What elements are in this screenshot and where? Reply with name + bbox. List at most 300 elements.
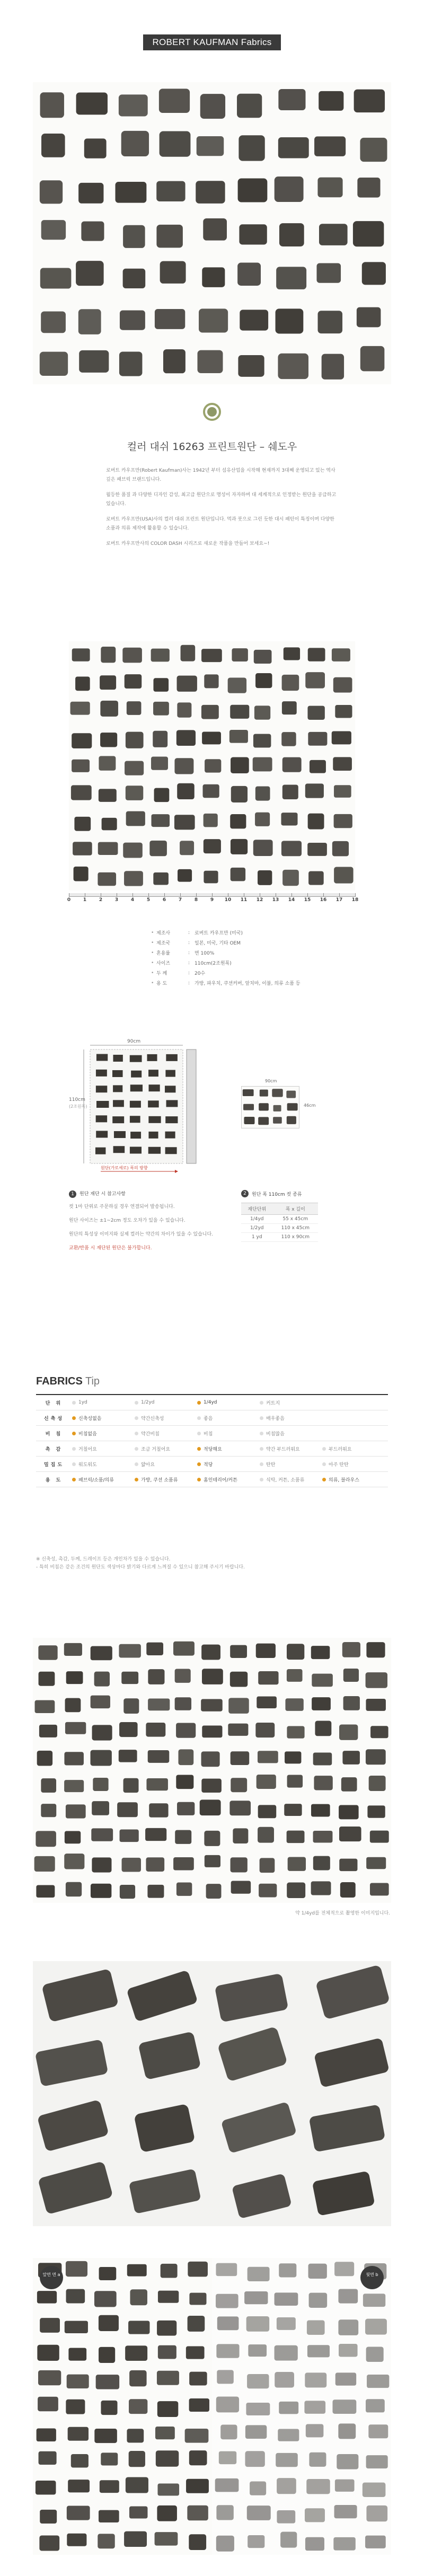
brush-dash [64,1854,84,1869]
dash-pattern-icon [212,2258,391,2555]
brush-dash [41,220,66,240]
brush-dash-shape [175,1669,191,1682]
brush-dash [233,1828,248,1843]
ruler-number: 0 [67,897,71,903]
brush-dash-shape [272,1089,282,1097]
tip-option-label: 가방, 쿠션 소품류 [141,1477,178,1483]
brush-dash [240,310,268,330]
tip-option [197,1445,260,1452]
brush-dash [340,1882,356,1898]
bullet-icon: • [151,980,154,986]
brush-dash-shape [128,2321,149,2334]
brush-dash-shape [163,349,186,373]
brush-dash-shape [258,1751,278,1763]
brush-dash [100,675,116,690]
brush-dash [250,2482,266,2495]
selected-dot-icon [197,1401,201,1405]
ruler-number: 17 [335,897,343,903]
brush-dash-shape [257,1775,276,1789]
brush-dash-shape [129,2507,147,2519]
brush-dash-shape [306,2479,330,2494]
brush-dash-shape [40,92,64,118]
brush-dash-shape [123,269,146,288]
brush-dash-shape [34,1856,55,1872]
brush-dash [156,181,185,201]
brush-dash-shape [93,1778,108,1791]
brush-dash-shape [146,1857,164,1872]
brush-dash-shape [256,1644,276,1658]
brush-dash-shape [309,2104,386,2152]
brush-dash [277,2510,295,2524]
brush-dash-shape [244,1117,254,1124]
brush-dash [153,872,169,885]
brush-dash [39,1672,55,1686]
brush-dash [276,2453,298,2467]
brush-dash [281,813,297,825]
brush-dash [127,2264,147,2277]
spec-label: 제조사 [156,931,171,936]
brush-dash [368,2424,388,2438]
brush-dash-shape [287,1116,296,1124]
brush-dash-shape [64,1780,84,1792]
brush-dash [138,2031,201,2080]
brush-dash [68,2480,90,2492]
brush-dash [202,1669,223,1684]
brush-dash-shape [314,1776,332,1790]
spec-colon: : [188,960,190,966]
brush-dash-shape [288,1857,306,1871]
brush-dash-shape [166,1100,178,1107]
table-cell: 110 x 90cm [273,1233,318,1242]
spec-label: 제조국 [156,941,171,946]
brush-dash-shape [228,677,246,693]
brush-dash [216,2294,238,2308]
brush-dash-shape [312,1697,331,1710]
brush-dash [362,262,386,285]
brush-dash [279,2402,298,2414]
brush-dash-shape [41,134,65,157]
brush-dash-shape [254,705,270,719]
brush-dash [339,2344,358,2357]
sample-diagram [241,1079,318,1137]
brush-dash-shape [334,2505,357,2518]
brush-dash-shape [125,761,144,775]
brush-dash [100,733,117,747]
brush-dash [100,701,118,717]
note-text: 원단 사이즈는 ±1~2cm 정도 오차가 있을 수 있습니다. [69,1218,186,1223]
brush-dash-shape [257,1696,277,1708]
brush-dash-shape [125,674,142,689]
tip-option-label: 1/2yd [141,1400,155,1405]
brush-dash [122,648,142,663]
brush-dash [75,677,90,691]
brush-dash [314,1776,332,1790]
ruler-number: 5 [146,897,151,903]
brush-dash [158,2291,179,2303]
brush-dash [365,2536,386,2548]
brush-dash [332,648,350,661]
brush-dash [98,2534,114,2548]
brush-dash [315,1721,331,1736]
brush-dash-shape [305,672,325,689]
brush-dash-shape [248,2535,264,2548]
brush-dash [305,672,325,689]
brush-dash [79,350,109,373]
brush-dash-shape [343,1696,360,1710]
brush-dash [238,135,264,161]
brush-dash-shape [96,1070,107,1077]
brush-dash-shape [124,2531,147,2547]
brush-dash-shape [131,1071,142,1078]
brush-dash-shape [126,732,144,748]
brush-dash [366,2455,388,2468]
brush-dash-shape [310,760,326,773]
brush-dash [37,2428,56,2441]
brush-dash [94,1672,110,1687]
spec-row [151,948,331,958]
brush-dash-shape [129,2451,145,2467]
brush-dash [284,647,300,660]
brush-dash [246,2403,270,2415]
brush-dash-shape [36,1831,56,1847]
brush-dash-shape [40,180,63,204]
brush-dash-shape [309,2453,326,2467]
brush-dash-shape [165,1116,178,1123]
brush-dash [245,2425,267,2439]
brush-dash [129,2370,146,2386]
cut-table [241,1203,318,1242]
brush-dash [99,2510,119,2522]
brush-dash-shape [188,2262,208,2277]
brush-dash-shape [38,2397,58,2411]
brush-dash-shape [220,2425,237,2440]
brush-dash [124,2531,147,2547]
brush-dash [39,2451,57,2465]
brush-dash-shape [72,760,90,772]
brush-dash-shape [273,1105,281,1111]
tip-option [197,1476,260,1483]
brush-dash [157,2506,177,2521]
brush-dash [275,2345,298,2361]
brush-dash-shape [285,1751,301,1763]
brush-dash [305,783,324,798]
brush-dash [366,1642,385,1657]
tip-row-label: 촉 감 [45,1446,63,1452]
brush-dash [178,869,192,882]
brush-dash-shape [362,262,386,285]
brush-dash-shape [96,1101,109,1108]
brush-dash-shape [130,2289,147,2305]
dash-pattern-icon [242,1087,299,1128]
brush-dash-shape [100,2480,119,2493]
spec-value: 가방, 파우치, 쿠션커버, 앞치마, 이불, 의류 소품 등 [195,981,301,986]
brush-dash-shape [65,1698,81,1713]
brush-dash [204,1831,220,1846]
brush-dash [319,91,343,111]
tip-option [322,1476,385,1483]
brush-dash-shape [276,267,306,289]
brush-dash [309,2453,326,2467]
brush-dash [102,818,117,831]
brush-dash [145,1828,166,1841]
brush-dash [201,1779,222,1793]
tip-option-label: 식탁, 커튼, 소품류 [266,1477,305,1483]
brush-dash-shape [202,267,225,287]
brush-dash [120,1829,139,1842]
brush-dash [201,1699,223,1711]
brush-dash [186,2479,209,2493]
ruler-scale [67,893,359,903]
ruler-number: 7 [178,897,182,903]
brush-dash [37,2291,57,2303]
brush-dash-shape [216,2396,239,2412]
brush-dash [174,815,195,830]
brush-dash-shape [148,1070,158,1077]
selected-dot-icon [135,1478,138,1481]
brush-dash-shape [156,181,185,201]
back-fabric-photo [212,2258,391,2555]
brush-dash-shape [284,1804,302,1816]
brush-dash [338,2289,358,2303]
brush-dash [39,2536,59,2551]
brush-dash [230,1672,248,1687]
brush-dash [334,814,352,828]
brush-dash [148,1698,170,1710]
brush-dash [67,2506,90,2520]
brush-dash [71,2454,89,2468]
brush-dash [287,1775,303,1787]
brush-dash [129,2399,147,2414]
brush-dash [333,757,352,771]
roll-diagram-icon [69,1039,207,1177]
tip-option-label: 얇아요 [141,1462,155,1468]
brush-dash-shape [318,311,343,333]
brush-dash [177,676,197,692]
brush-dash-shape [176,1723,196,1737]
brush-dash-shape [202,1669,223,1684]
brush-dash-shape [101,647,116,663]
brush-dash [36,1885,55,1898]
brush-dash-shape [100,733,117,747]
brush-dash-shape [113,1055,122,1062]
brush-dash-shape [305,783,324,798]
tip-row-label: 용 도 [45,1477,63,1483]
brush-dash-shape [122,1858,141,1872]
brush-dash [202,784,219,798]
brush-dash [260,1090,268,1097]
brush-dash-shape [126,1970,198,2022]
brush-dash-shape [278,137,309,158]
brush-dash-shape [76,92,108,114]
brush-dash [159,89,190,113]
brush-dash [310,760,326,773]
brush-dash-shape [39,2536,59,2551]
brush-dash [285,1698,303,1711]
ruler-number: 6 [162,897,166,903]
brush-dash [365,2319,387,2335]
brush-dash-shape [365,2536,386,2548]
tip-option [135,1476,197,1483]
unselected-dot-icon [260,1447,263,1451]
brush-dash [276,308,304,333]
brush-dash-shape [99,2347,115,2363]
brush-dash [74,817,91,831]
brush-dash [176,1723,196,1737]
brush-dash [237,94,262,118]
brush-dash [244,1117,254,1124]
brush-dash [120,1885,135,1899]
brush-dash-shape [100,701,118,717]
brush-dash-shape [204,871,218,884]
brush-dash-shape [341,1777,357,1792]
brush-dash-shape [238,135,264,161]
brush-dash [177,1802,195,1815]
brush-dash-shape [367,2375,389,2388]
ruler-number: 15 [304,897,311,903]
tip-option [135,1400,197,1405]
brush-dash [307,706,324,720]
brush-dash-shape [91,1884,111,1898]
brush-dash [335,705,352,718]
brush-dash [243,1089,254,1096]
brush-dash-shape [282,870,299,886]
brush-dash-shape [138,2031,201,2080]
brush-dash [180,841,194,855]
brush-dash-shape [312,2171,375,2216]
brush-dash [119,351,142,376]
brush-dash [278,2429,299,2441]
tip-row-label: 단 위 [45,1400,63,1406]
unselected-dot-icon [72,1462,76,1466]
brush-dash-shape [245,2425,267,2439]
brush-dash [277,2478,296,2494]
brush-dash [128,2321,149,2334]
full-fabric-photo [33,1638,391,1903]
brush-dash [307,843,327,856]
brush-dash-shape [40,352,68,376]
tip-option [260,1399,322,1406]
brush-dash-shape [35,1700,55,1713]
tip-option-label: 커트지 [266,1400,280,1406]
brush-dash-shape [40,268,72,288]
brush-dash [127,2429,144,2442]
brush-dash-shape [165,1132,175,1139]
brush-dash-shape [157,2506,177,2521]
brush-dash-shape [308,732,327,746]
brush-dash [186,2346,205,2359]
ruler-tick [323,893,324,897]
brush-dash-shape [155,2532,178,2546]
tip-option-label: 1yd [78,1400,87,1405]
brush-dash-shape [197,350,223,373]
brush-dash [65,1722,86,1734]
brush-dash-shape [281,813,297,825]
brush-dash [366,1857,386,1869]
brush-dash-shape [363,2293,385,2307]
brush-dash-shape [36,2481,56,2495]
brush-dash [366,2399,385,2412]
brush-dash [245,2451,264,2467]
brush-dash [93,1778,108,1791]
brush-dash [157,2401,178,2417]
brush-dash [259,1884,277,1898]
brush-dash-shape [147,1885,164,1898]
brush-dash-shape [148,1100,159,1107]
brush-dash-shape [204,814,218,827]
unselected-dot-icon [260,1462,263,1466]
brush-dash-shape [116,182,147,203]
brush-dash-shape [308,871,324,885]
brush-dash [64,1780,84,1792]
brush-dash-shape [245,2451,264,2467]
brush-dash-shape [81,222,104,241]
brush-dash [78,183,103,204]
brush-dash-shape [204,1831,220,1846]
unselected-dot-icon [72,1447,76,1451]
brush-dash [287,1669,303,1682]
dash-pattern-icon [69,641,355,890]
brush-dash [200,1799,221,1815]
spec-label: 혼용률 [156,951,171,956]
brush-dash-shape [246,2403,270,2415]
brush-dash [40,268,72,288]
brush-dash [34,1856,55,1872]
brush-dash-shape [333,677,352,693]
brush-dash [175,1830,191,1844]
roll-length-label: 110cm [69,1097,85,1102]
brush-dash [217,2316,239,2330]
brush-dash [36,2481,56,2495]
ruler-number: 9 [210,897,214,903]
brush-dash-shape [178,869,192,882]
brush-dash-shape [155,2427,175,2439]
cutting-notes [69,1190,217,1258]
table-row [241,1233,318,1242]
brush-dash [305,2508,325,2522]
brush-dash-shape [230,705,249,719]
selected-dot-icon [197,1478,201,1481]
brush-dash-shape [148,1750,170,1763]
brush-dash-shape [67,2506,90,2520]
brush-dash-shape [157,2371,179,2385]
brush-dash-shape [315,1964,390,2019]
brush-dash-shape [335,2372,356,2385]
brush-dash [197,136,224,156]
tip-option [72,1415,135,1422]
brush-dash [257,1775,276,1789]
brush-dash-shape [122,648,142,663]
brush-dash-shape [112,1070,123,1077]
brush-dash [287,1116,296,1124]
brush-dash-shape [154,788,170,802]
brush-dash-shape [99,789,117,801]
brush-dash [287,1883,305,1898]
brush-dash [99,789,117,801]
brush-dash [123,269,146,288]
brush-dash [316,263,341,283]
brush-dash [99,2315,119,2331]
brush-dash-shape [278,2429,299,2441]
brush-dash-shape [279,223,304,246]
spec-colon: : [188,930,190,936]
brush-dash-shape [113,1100,124,1107]
brush-dash-shape [335,2480,355,2492]
ruler-tick [132,893,133,897]
brush-dash-shape [123,1778,139,1793]
brush-dash-shape [342,1751,360,1765]
brush-dash-shape [67,2375,89,2389]
brush-dash-shape [308,648,325,661]
